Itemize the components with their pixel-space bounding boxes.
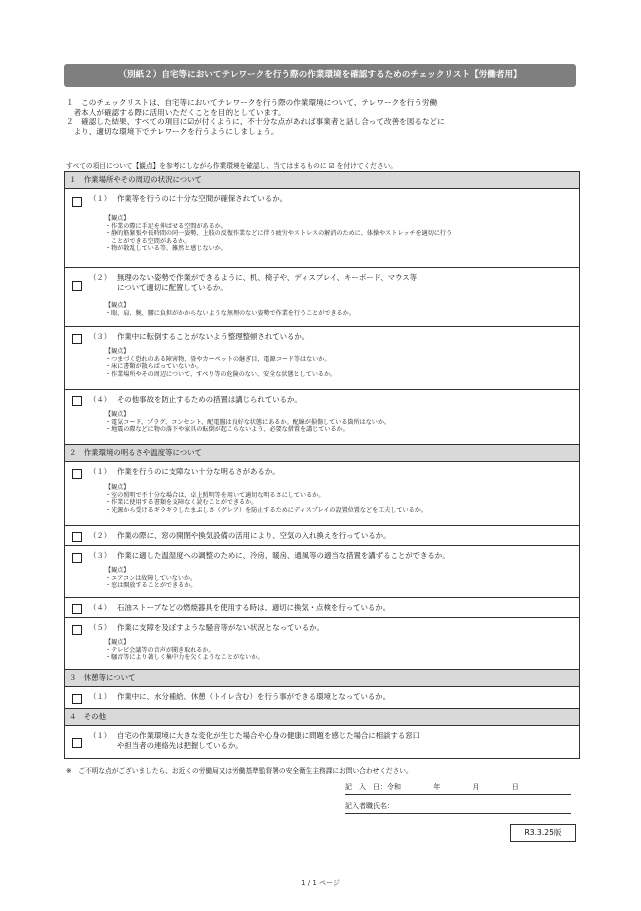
checkbox[interactable] [72,396,82,406]
intro-line: ２ 確認した結果、すべての項目に☑が付くように、不十分な点があれば事業者と話し合って改善を図るなどに [66,117,445,127]
checklist-table [64,171,580,759]
item-question: （３） 作業中に転倒することがないよう整理整頓されているか。 [89,332,310,341]
checklist-item-2-1 [65,462,579,526]
entry-name-label: 記入者職氏名： [345,802,394,810]
checkbox[interactable] [72,604,82,614]
section-header-1: １ 作業場所やその周辺の状況について [65,172,579,189]
entry-year-label: 年 [433,783,441,791]
checklist-item-3-1 [65,687,579,709]
checkbox[interactable] [72,553,82,563]
checkbox[interactable] [72,738,82,748]
item-viewpoints: 【観点】 ・つまづく恐れのある障害物、畳やカーペットの継ぎ目、電源コード等はないか。 ・床に書類が散らばっていないか。 ・作業場所やその周辺について、すべり等の危険のない、安全な状態としているか。 [105,348,337,378]
checklist-item-1-3 [65,327,579,390]
intro-line: １ このチェックリストは、自宅等においてテレワークを行う際の作業環境について、テレワークを行う労働 [66,98,438,107]
checkbox[interactable] [72,694,82,704]
item-viewpoints: 【観点】 ・電気コード、プラグ、コンセント、配電盤は良好な状態にあるか。配線が損傷している箇所はないか。 ・地震の際などに物の落下や家具の転倒が起こらないよう、必要な措置を講じているか。 [105,411,391,434]
item-viewpoints: 【観点】 ・エアコンは故障していないか。 ・窓は開放することができるか。 [105,567,197,590]
entry-day-label: 日 [511,783,519,791]
item-viewpoints: 【観点】 ・眼、肩、腕、腰に負担がかからないような無理のない姿勢で作業を行うことができるか。 [105,302,355,317]
checklist-item-4-1 [65,726,579,758]
entry-name-field[interactable] [345,801,571,814]
page-title: （別紙２）自宅等においてテレワークを行う際の作業環境を確認するためのチェックリスト【労働者用】 [64,64,576,87]
intro-line: 者本人が確認する際に活用いただくことを目的としています。 [66,107,286,117]
checklist-item-1-2 [65,268,579,327]
checklist-item-2-4 [65,598,579,618]
item-question: （１） 作業中に、水分補給、休憩（トイレ含む）を行う事ができる環境となっているか。 [89,692,391,701]
entry-month-label: 月 [472,783,480,791]
item-question: （４） 石油ストーブなどの燃焼器具を使用する時は、適切に換気・点検を行っているか。 [89,603,391,612]
item-viewpoints: 【観点】 ・室の照明で不十分な場合は、卓上照明等を用いて適切な明るさにしているか。 ・作業に使用する書類を支障なく読むことができるか。 ・光源から受けるギラギラしたまぶしさ（グレア）を防止するためにディスプレイの設置位置などを工夫しているか。 [105,484,427,514]
item-viewpoints: 【観点】 ・テレビ会議等の音声が聞き取れるか。 ・騒音等により著しく集中力を欠くようなことがないか。 [105,639,264,662]
checklist-item-2-5 [65,618,579,670]
item-question: （１） 作業等を行うのに十分な空間が確保されているか。 [89,194,287,203]
item-question: （１） 作業を行うのに支障ない十分な明るさがあるか。 [89,467,280,476]
item-question: （２） 作業の際に、窓の開閉や換気設備の活用により、空気の入れ換えを行っているか。 [89,531,391,540]
intro-line: より、適切な環境下でテレワークを行うようにしましょう。 [66,126,279,136]
checkbox[interactable] [72,197,82,207]
intro-text [66,98,586,136]
entry-date-field[interactable] [345,782,571,795]
section-header-4: ４ その他 [65,709,579,726]
item-question: （１） 自宅の作業環境に大きな変化が生じた場合や心身の健康に問題を感じた場合に相談する窓口 や担当者の連絡先は把握しているか。 [89,731,421,750]
item-question: （３） 作業に適した温湿度への調整のために、冷房、暖房、通風等の適当な措置を講ずることができるか。 [89,551,450,560]
item-question: （４） その他事故を防止するための措置は講じられているか。 [89,395,302,404]
item-question: （２） 無理のない姿勢で作業ができるように、机、椅子や、ディスプレイ、キーボード、マウス等 について適切に配置しているか。 [89,273,418,292]
checklist-item-2-3 [65,546,579,598]
entry-date-label: 記 入 日：令和 [345,783,401,791]
checklist-item-2-2 [65,526,579,546]
checkbox[interactable] [72,625,82,635]
item-viewpoints: 【観点】 ・作業の際に手足を伸ばせる空間があるか。 ・静的筋緊張や長時間の同一姿勢、上肢の反復作業などに伴う疲労やストレスの解消のために、体操やストレッチを適切に行う ことができる空間があるか。 ・物が散乱している等、雑然と感じないか。 [105,215,453,253]
footer-note: ※ ご不明な点がございましたら、お近くの労働局又は労働基準監督署の安全衛生主務課にお問い合わせください。 [66,767,413,775]
page-number: 1 / 1 ページ [301,879,340,887]
checkbox[interactable] [72,469,82,479]
section-header-2: ２ 作業環境の明るさや温度等について [65,445,579,462]
checkbox[interactable] [72,281,82,291]
checkbox[interactable] [72,334,82,344]
instruction-text: すべての項目について【観点】を参考にしながら作業環境を確認し、当てはまるものに ☑ を付けてください。 [66,162,397,170]
checkbox[interactable] [72,532,82,542]
checklist-item-1-1 [65,189,579,268]
item-question: （５） 作業に支障を及ぼすような騒音等がない状況となっているか。 [89,623,324,632]
section-header-3: ３ 休憩等について [65,670,579,687]
version-badge: R3.3.25版 [510,824,576,842]
checklist-item-1-4 [65,390,579,445]
